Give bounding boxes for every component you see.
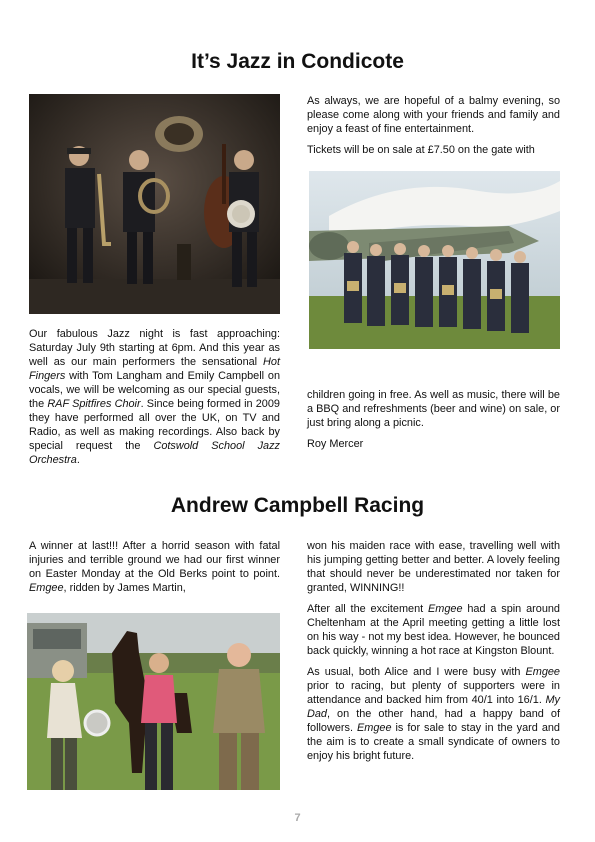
page-number: 7 [294, 812, 301, 824]
text-run: is for sale to stay in the yard and the aim is to create a small syndicate of owners to enjoy his bright future. [307, 722, 560, 762]
paragraph: Tickets will be on sale at £7.50 on the gate with [307, 144, 535, 156]
band-name: Hot Fingers [29, 356, 280, 382]
jazz-text-right-top [307, 94, 560, 164]
paragraph [29, 327, 280, 467]
racing-text-left [29, 539, 280, 602]
paragraph: children going in free. As well as music, there will be a BBQ and refreshments (beer and wine) on sale, or just bring along a picnic. [307, 389, 560, 429]
jazz-text-right-bottom [307, 388, 560, 458]
paragraph: As always, we are hopeful of a balmy evening, so please come along with your friends and family and enjoy a feast of fine entertainment. [307, 95, 560, 135]
paragraph: won his maiden race with ease, travelling well with his jumping getting better and better. A lovely feeling that should never be underestimated nor taken for granted, WINNING!! [307, 540, 560, 594]
racing-winner-photo [27, 613, 280, 790]
paragraph [29, 539, 280, 595]
text-run: with Tom Langham and Emily Campbell on vocals, we will be welcoming as our special guests, the [29, 370, 280, 410]
text-run: Our fabulous Jazz night is fast approaching: Saturday July 9th starting at 6pm. And this year as well as our main performers the sensational [29, 328, 280, 368]
orchestra-name: Cotswold School Jazz Orchestra [29, 440, 280, 466]
raf-choir-photo [309, 171, 560, 349]
text-run: , on the other hand, had a happy band of followers. [307, 708, 560, 734]
horse-name: Emgee [525, 666, 560, 678]
horse-name: Emgee [357, 722, 392, 734]
jazz-band-photo [29, 94, 280, 314]
article-title-jazz: It’s Jazz in Condicote [191, 50, 404, 73]
paragraph [307, 665, 560, 763]
text-run: A winner at last!!! After a horrid season with fatal injuries and terrible ground we had our first winner on Easter Monday at the Old Berks point to point. [29, 540, 280, 580]
text-run: prior to racing, but plenty of supporters were in attendance and backed him from 40/1 into 16/1. [307, 680, 560, 706]
article-title-racing: Andrew Campbell Racing [170, 494, 425, 517]
racing-text-right [307, 539, 560, 770]
text-run: . Since being formed in 2009 they have performed all over the UK, on TV and Radio, as well as making recordings. Also back by special request the [29, 398, 280, 452]
text-run: , ridden by James Martin, [63, 582, 186, 594]
choir-name: RAF Spitfires Choir [47, 398, 141, 410]
paragraph [307, 602, 560, 658]
text-run: . [76, 454, 80, 466]
jazz-text-left [29, 327, 280, 474]
horse-name: Emgee [428, 603, 463, 615]
author-signature: Roy Mercer [307, 438, 364, 450]
text-run: had a spin around Cheltenham at the April meeting getting a little lost on his way - not my best idea. However, he bounced back quickly, winning a hot race at Kingston Blount. [307, 603, 560, 657]
horse-name: My Dad [307, 694, 560, 720]
horse-name: Emgee [29, 582, 64, 594]
text-run: As usual, both Alice and I were busy with [307, 666, 526, 678]
text-run: After all the excitement [307, 603, 429, 615]
